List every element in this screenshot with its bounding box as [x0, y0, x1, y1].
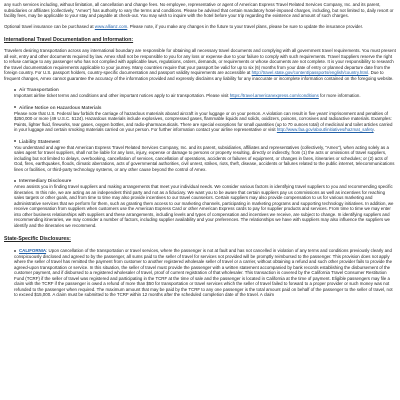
section-liability-statement: [14, 139, 396, 173]
faa-hazmat-link[interactable]: http://www.faa.gov/about/initiatives/hazmat_safety: [276, 127, 374, 132]
international-text-start: Travelers desiring transportation across any international boundary are responsible for obtaining all necessary travel documents and complying with all government travel requirements. You must present all exit, entry and other documents required by law. Amex shall not be responsible to you for any loss or expense due to your failure to comply with such requirements. Travel Suppliers reserve the right to refuse carriage to any passenger who has not complied with applicable laws, regulations, orders, demands, or requirements or whose documents are not complete. It is your responsibility to research the travel documentation requirements applicable to your journey. Many countries require that your passport be valid for up to six (6) months from your date of entry or planned departure date from the foreign country. For U.S. passport holders, country-specific documentation and passport validity requirements are accessible at: [4, 48, 396, 75]
california-text: : Upon cancellation of the transportation or travel services, where the passenger is not at fault and has not cancelled in violation of any terms and conditions previously clearly and conspicuously disclosed and agreed to by the passenger, all sums paid to the seller of travel for services not provided will be promptly reimbursed to the passenger. This provision does not apply where the seller of travel has remitted the payment from customer to another registered wholesale seller of travel or a carrier, without obtaining a refund and such other provider fails to provide the agreed-upon transportation or service. In this situation, the seller of travel must provide the passenger with a written statement accompanied by bank records establishing the disbursement of the customer payment, and if disbursed to a registered wholesaler of travel, proof of current registration of that wholesaler. This transaction is covered by the California Travel Consumer Restitution Fund (TCRF) if the seller of travel was registered and participating in the TCRF at the time of sale and the passenger is located in California at the time of payment. Eligible passengers may file a claim with the TCRF if the passenger is owed a refund of more than $50 for transportation or travel services which the seller of travel failed to forward to a proper provider or such money was not refunded to the passenger when required. The maximum amount that may be paid by the TCRF to any one passenger is the total amount paid on behalf of the passenger to the seller of travel, not to exceed $15,000. A claim must be submitted to the TCRF within 12 months after the scheduled completion date of the travel. A claim: [14, 248, 393, 297]
intermediary-disclosure-text: Amex assists you in finding travel suppliers and making arrangements that meet your individual needs. We consider various factors in identifying travel suppliers to you and recommending specific itineraries. In this role, we are acting as an independent third party and not as a fiduciary. We want you to be aware that certain suppliers pay us commissions as well as incentives for reaching sales targets or other goals, and from time to time may also provide incentives to our travel counselors. Certain suppliers may also provide compensation to us for various marketing and administrative services that we perform for them, such as granting them access to our marketing channels, participating in marketing programs and supporting technology initiatives. In addition, we receive compensation from suppliers when customers use the American Express Card or other American Express cards to pay for supplier products and services. From time to time we may enter into other business relationships with suppliers and these arrangements, including levels and types of compensation and incentives we receive, are subject to change. In identifying suppliers and recommending itineraries, we may consider a number of factors, including supplier availability and your preferences. The relationships we have with suppliers may also influence the suppliers we identify and the itineraries we recommend.: [14, 184, 394, 228]
intermediary-disclosure-title-text: Intermediary Disclosure: [19, 178, 72, 183]
section-air-transportation: [14, 87, 396, 99]
hazardous-materials-text: [14, 111, 396, 133]
conditions-link[interactable]: https://travel.americanexpress.com/conditions: [229, 93, 319, 98]
state-disclosures-heading: State-Specific Disclosures:: [4, 236, 71, 242]
liability-statement-title-text: Liability Statement: [19, 138, 60, 144]
bullet-icon: [14, 89, 16, 91]
international-heading: International Travel Documentation and Information:: [4, 37, 134, 43]
air-transportation-title-text: Air Transportation: [19, 87, 59, 92]
hotel-charges-paragraph: any such services including, without limitation, all cancellation and change fees. No employee, representative or agent of American Express Travel Related Services Company, Inc. and its parent, subsidiaries or affiliates (collectively, "Amex") has authority to vary the terms and conditions. Please be advised that certain mandatory hotel-imposed charges, including, but not limited to, daily resort or facility fees, may be applicable to your stay and payable at check-out. You may wish to inquire with the hotel before your trip regarding the existence and amount of such charges.: [4, 2, 394, 18]
section-california: [14, 248, 396, 298]
insurance-link[interactable]: www.allianz.com: [94, 23, 128, 29]
hazardous-materials-title-text: Airline Notice on Hazardous Materials: [19, 104, 102, 110]
hazardous-materials-text-start: Please note that U.S. Federal law forbids the carriage of hazardous materials aboard aircraft in your luggage or on your person. A violation can result in five years' imprisonment and penalties of $250,000 or more (49 U.S.C. 5124). Hazardous materials include explosives, compressed gases, flammable liquids and solids, oxidizers, poisons, corrosives and radioactive materials. Examples: Paints, lighter fluid, fireworks, tear gases, oxygen bottles, and radio-pharmaceuticals. There are special exceptions for small quantities (up to 70 ounces total) of medicinal and toilet articles carried in your luggage and certain smoking materials carried on your person. For further information contact your airline representative or visit: [14, 110, 393, 132]
liability-statement-text: You understand and agree that American Express Travel Related Services Company, Inc. and its parent, subsidiaries, affiliates and representatives (collectively, "Amex"), when acting solely as a sales agent for travel suppliers, shall not be liable for any loss, injury, expense or damage to persons or property resulting, directly or indirectly, from (1) the acts or omissions of travel suppliers, including but not limited to delays, overbooking, cancellation of services, cancellation of operations, accidents or failures of equipment, or changes in fares, itineraries or schedules; or (2) acts of God, fires, earthquakes, floods, climatic aberrations, acts of governmental authorities, civil unrest, strikes, riots, theft, disease, accidents or failures related to the public internet, telecommunications lines or facilities, or third-party technology systems, or any other cause beyond the control of Amex.: [14, 144, 395, 172]
international-text-end: . Due to frequent changes, Amex cannot guarantee the accuracy of the information provided and expressly disclaims any liability for any inaccurate or incomplete information contained on the foregoing website.: [4, 70, 394, 81]
bullet-icon: [14, 106, 16, 108]
bullet-icon: [14, 250, 16, 252]
bullet-icon: [14, 140, 16, 142]
section-intermediary-disclosure: [14, 178, 396, 228]
insurance-text-start: Optional travel insurance can be purchased at: [4, 23, 95, 29]
country-info-link[interactable]: http://travel.state.gov/content/passports/english/country.html: [251, 70, 369, 75]
air-transportation-text-end: for more information.: [318, 93, 361, 98]
air-transportation-text-start: Important airline ticket terms and conditions and other important notices apply to air transportation. Please visit: [14, 93, 230, 98]
california-label: CALIFORNIA: [19, 248, 47, 253]
bullet-icon: [14, 180, 16, 182]
hazardous-materials-text-end: .: [373, 127, 375, 132]
california-paragraph: [14, 248, 396, 298]
international-paragraph: [4, 48, 396, 81]
section-hazardous-materials: [14, 105, 396, 133]
insurance-paragraph: [4, 24, 396, 30]
air-transportation-text: [14, 93, 396, 99]
insurance-text-end: . Please note, if you make any changes in the future to your travel plans, please be sure to update the insurance provider.: [127, 23, 364, 29]
